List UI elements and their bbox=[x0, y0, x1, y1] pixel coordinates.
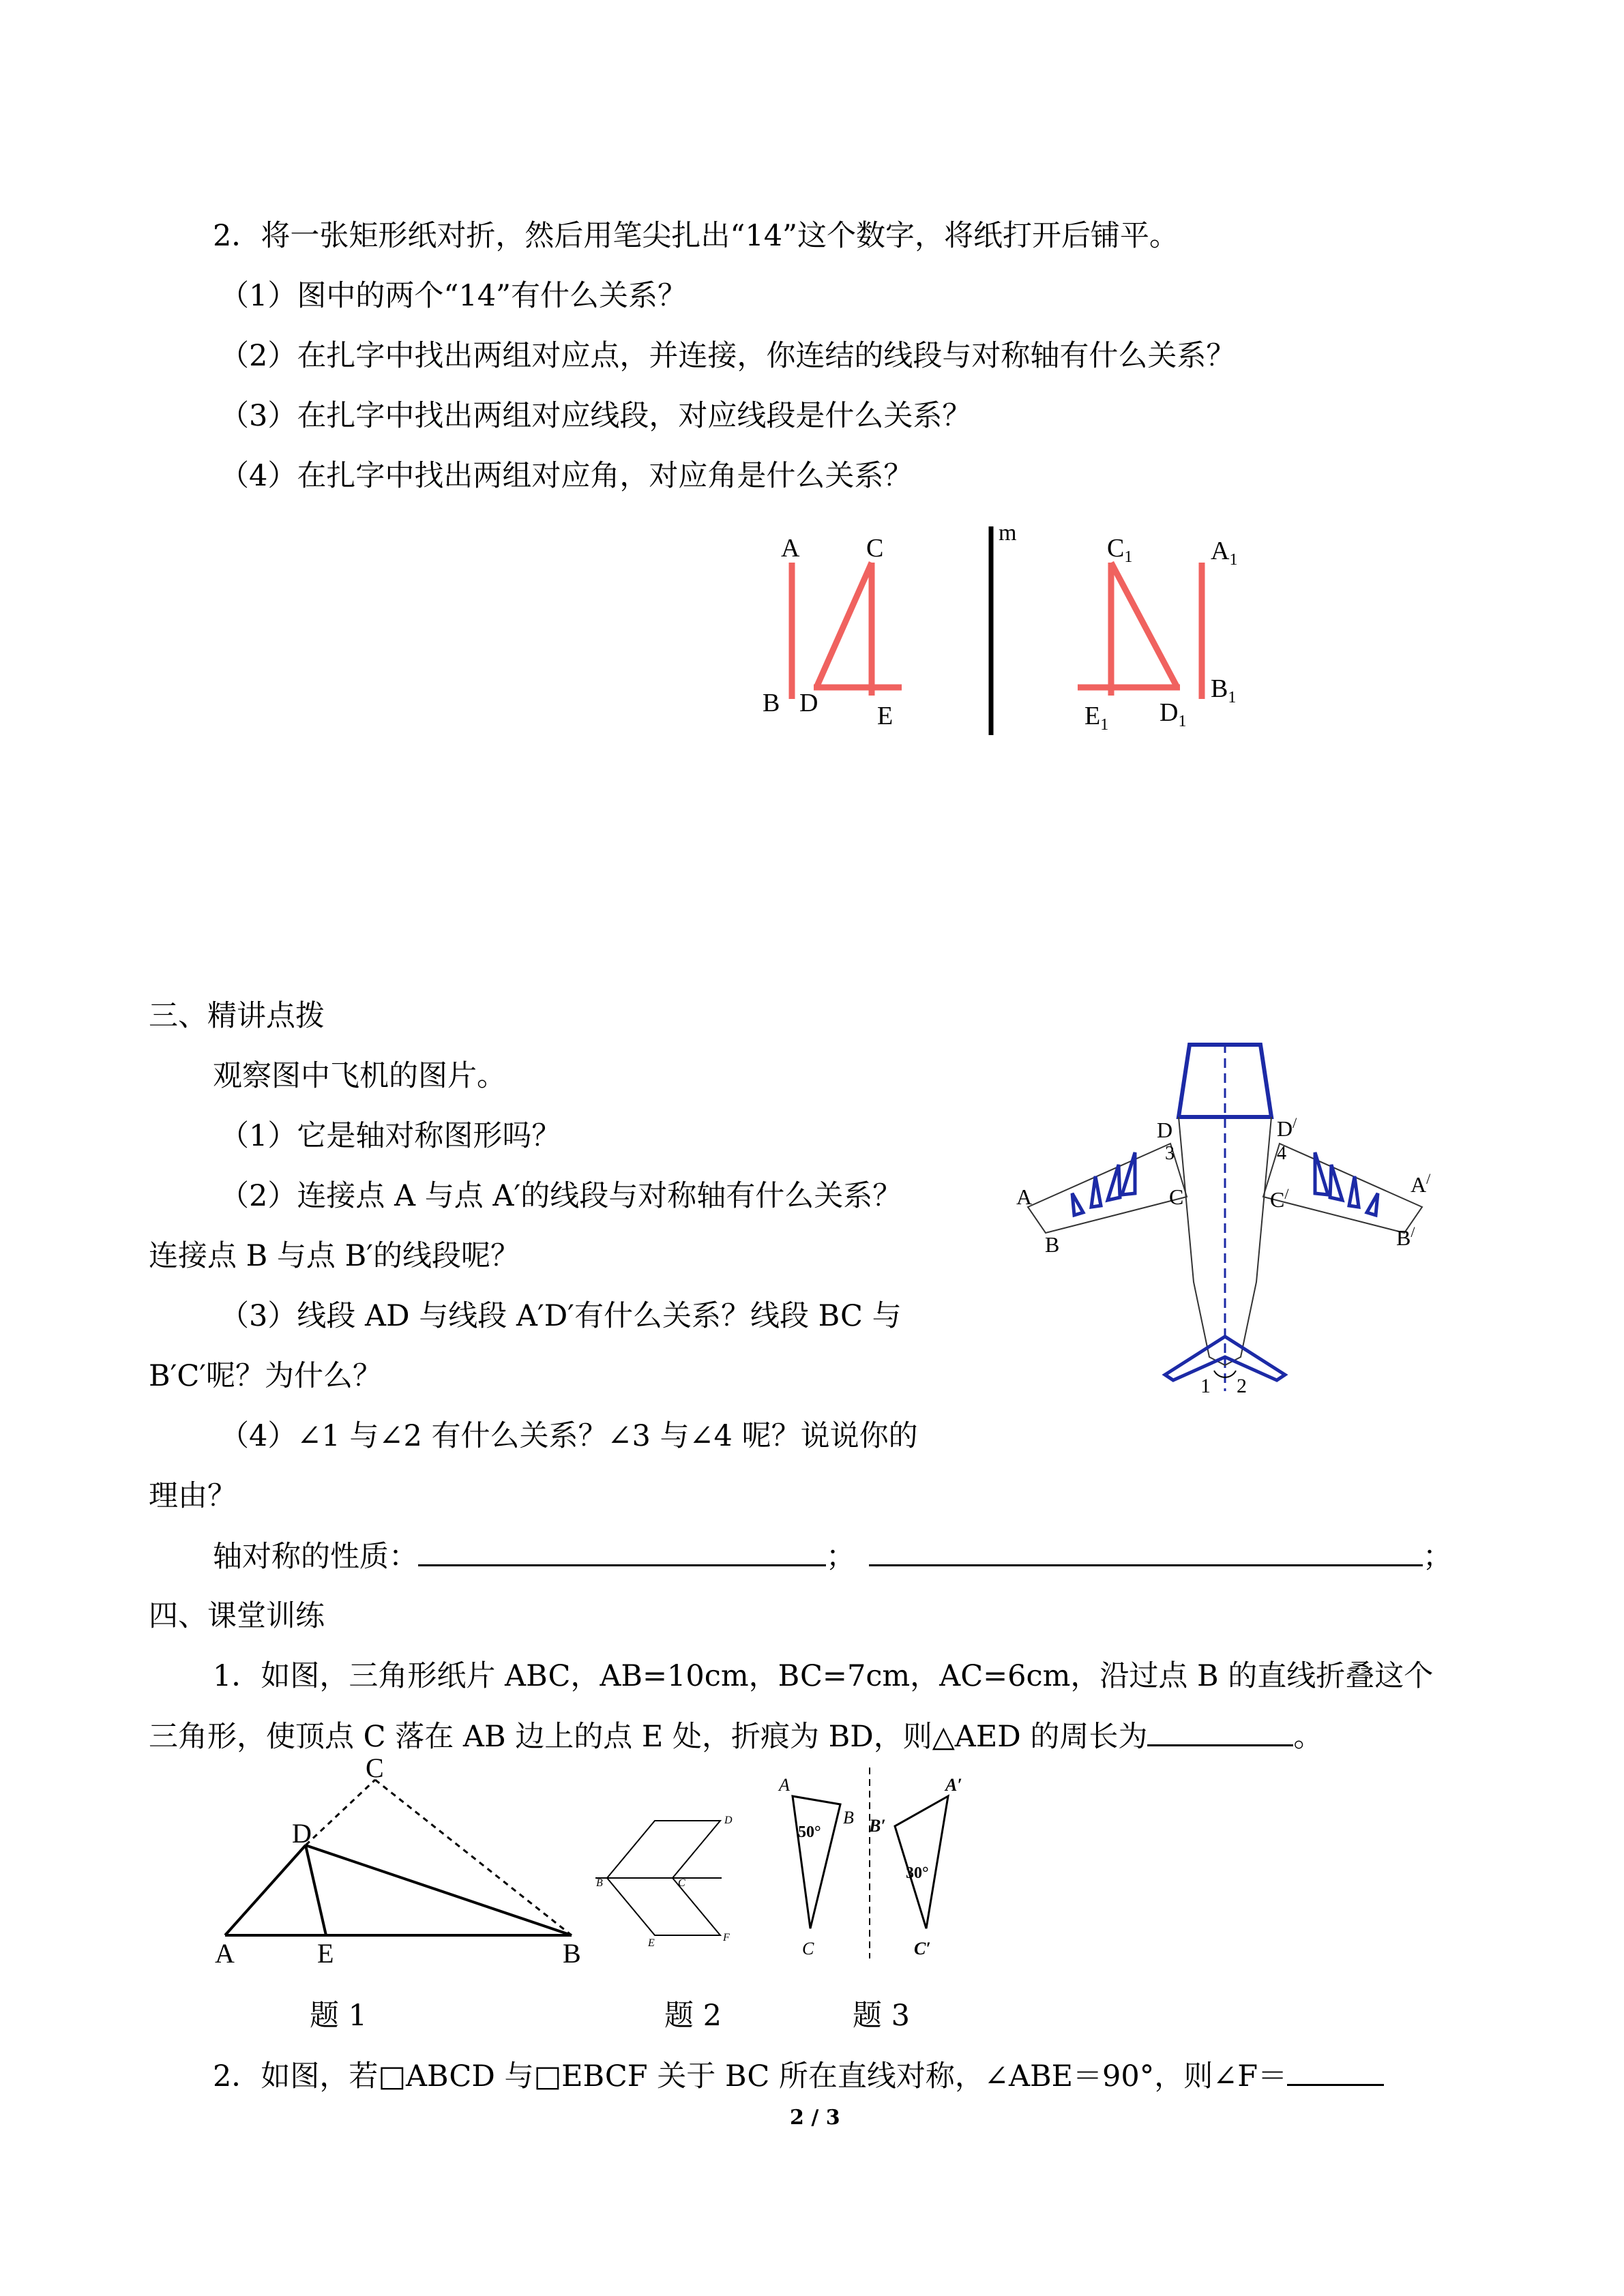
parallelogram-ABCD bbox=[607, 1821, 720, 1878]
section2-question-1: （1）图中的两个“14”有什么关系？ bbox=[220, 279, 688, 313]
problem-1-line-a: 1．如图，三角形纸片 ABC，AB=10cm，BC=7cm，AC=6cm，沿过点 B 的直线折叠这个 bbox=[213, 1659, 1434, 1693]
section3-question-4a: （4）∠1 与∠2 有什么关系？∠3 与∠4 呢？说说你的 bbox=[220, 1419, 918, 1453]
property-sep-1: ； bbox=[826, 1540, 855, 1574]
label-B1: $B_1$ bbox=[1211, 674, 1237, 706]
t3-label-Ap: A′ bbox=[945, 1775, 962, 1795]
section3-question-2a: （2）连接点 A 与点 A′的线段与对称轴有什么关系？ bbox=[220, 1179, 902, 1213]
t3-label-Bp: B′ bbox=[869, 1816, 886, 1836]
fig-problem-2 bbox=[592, 1807, 742, 1950]
fig-fourteen bbox=[750, 518, 1282, 750]
caption-problem-3: 题 3 bbox=[853, 1999, 911, 2033]
section3-question-3a: （3）线段 AD 与线段 A′D′有什么关系？线段 BC 与 bbox=[220, 1299, 902, 1333]
plane-label-Cp: C/ bbox=[1270, 1185, 1289, 1212]
section2-intro: 2．将一张矩形纸对折，然后用笔尖扎出“14”这个数字，将纸打开后铺平。 bbox=[213, 219, 1179, 253]
property-sep-2: ； bbox=[1423, 1540, 1452, 1574]
t1-label-D: D bbox=[292, 1818, 312, 1849]
property-label: 轴对称的性质： bbox=[213, 1540, 418, 1574]
label-C1: $C_1$ bbox=[1107, 534, 1133, 566]
property-line bbox=[213, 1537, 1452, 1576]
section2-question-4: （4）在扎字中找出两组对应角，对应角是什么关系？ bbox=[220, 459, 913, 493]
problem-1-end: 。 bbox=[1293, 1720, 1323, 1754]
triangle-ApBpCp bbox=[895, 1796, 948, 1928]
segment-DE bbox=[306, 1845, 326, 1935]
t3-angle-30: 30° bbox=[906, 1864, 929, 1882]
label-E: E bbox=[877, 702, 894, 730]
section3-heading: 三、精讲点拨 bbox=[149, 999, 325, 1033]
plane-label-Dp: D/ bbox=[1277, 1114, 1297, 1141]
section3-observe: 观察图中飞机的图片。 bbox=[213, 1059, 506, 1093]
segment-CB-dashed bbox=[375, 1780, 572, 1935]
section3-question-4b: 理由？ bbox=[149, 1479, 237, 1513]
fig-problem-1 bbox=[205, 1753, 600, 1971]
segment-DB bbox=[306, 1845, 572, 1935]
problem-2-text: 2．如图，若□ABCD 与□EBCF 关于 BC 所在直线对称，∠ABE＝90°，则∠F＝ bbox=[213, 2059, 1288, 2093]
fig-problem-3 bbox=[769, 1766, 1001, 1964]
property-blank-2[interactable] bbox=[869, 1537, 1423, 1566]
t2-label-D: D bbox=[724, 1815, 733, 1826]
label-A1: $A_1$ bbox=[1211, 537, 1238, 569]
t1-label-B: B bbox=[563, 1938, 581, 1969]
t2-label-E: E bbox=[648, 1937, 655, 1949]
t2-label-C: C bbox=[678, 1877, 685, 1889]
t1-label-C: C bbox=[366, 1753, 384, 1783]
fourteen-mirror bbox=[1078, 563, 1202, 699]
section3-question-1: （1）它是轴对称图形吗？ bbox=[220, 1119, 561, 1153]
t3-label-A: A bbox=[779, 1775, 790, 1795]
t2-label-F: F bbox=[723, 1932, 730, 1943]
plane-label-1: 1 bbox=[1200, 1375, 1211, 1397]
section3-question-2b: 连接点 B 与点 B′的线段呢？ bbox=[149, 1239, 520, 1273]
label-A: A bbox=[781, 534, 800, 563]
t3-label-Cp: C′ bbox=[914, 1939, 931, 1958]
section2-question-3: （3）在扎字中找出两组对应线段，对应线段是什么关系？ bbox=[220, 399, 972, 433]
caption-problem-1: 题 1 bbox=[310, 1999, 368, 2033]
plane-label-B: B bbox=[1045, 1232, 1060, 1257]
t3-label-B: B bbox=[843, 1808, 854, 1828]
plane-label-Ap: A/ bbox=[1411, 1170, 1431, 1197]
plane-label-Bp: B/ bbox=[1396, 1223, 1415, 1250]
segment-DC-dashed bbox=[306, 1780, 375, 1845]
segment-CD bbox=[816, 563, 872, 687]
problem-1-text: 三角形，使顶点 C 落在 AB 边上的点 E 处，折痕为 BD，则△AED 的周长为 bbox=[149, 1720, 1148, 1754]
fig-airplane bbox=[1016, 1037, 1453, 1405]
t1-label-A: A bbox=[215, 1938, 235, 1969]
problem-2-blank[interactable] bbox=[1287, 2057, 1384, 2086]
plane-label-4: 4 bbox=[1277, 1143, 1286, 1164]
plane-label-3: 3 bbox=[1165, 1143, 1175, 1164]
problem-2-line bbox=[213, 2057, 1384, 2096]
segment-C1D1 bbox=[1111, 563, 1177, 687]
problem-1-blank[interactable] bbox=[1147, 1717, 1293, 1746]
label-B: B bbox=[763, 689, 780, 717]
label-D1: $D_1$ bbox=[1160, 698, 1187, 730]
plane-label-C: C bbox=[1169, 1184, 1184, 1209]
label-E1: $E_1$ bbox=[1084, 702, 1109, 734]
plane-label-D: D bbox=[1157, 1118, 1173, 1142]
plane-label-2: 2 bbox=[1237, 1375, 1247, 1397]
page-number: 2 / 3 bbox=[790, 2106, 840, 2130]
section3-question-3b: B′C′呢？为什么？ bbox=[149, 1359, 383, 1393]
caption-problem-2: 题 2 bbox=[664, 1999, 722, 2033]
label-C: C bbox=[866, 534, 884, 563]
label-D: D bbox=[799, 689, 818, 717]
section4-heading: 四、课堂训练 bbox=[149, 1599, 325, 1633]
segment-AD bbox=[225, 1845, 306, 1935]
t2-label-B: B bbox=[596, 1877, 603, 1889]
triangle-ABC bbox=[793, 1796, 840, 1928]
t3-angle-50: 50° bbox=[798, 1823, 821, 1841]
label-m: m bbox=[999, 520, 1017, 546]
fourteen-original bbox=[792, 563, 902, 699]
plane-label-A: A bbox=[1016, 1184, 1033, 1209]
section2-question-2: （2）在扎字中找出两组对应点，并连接，你连结的线段与对称轴有什么关系？ bbox=[220, 339, 1236, 373]
property-blank-1[interactable] bbox=[418, 1537, 826, 1566]
t1-label-E: E bbox=[317, 1938, 334, 1969]
t3-label-C: C bbox=[802, 1939, 814, 1958]
problem-1-line-b bbox=[149, 1717, 1323, 1756]
parallelogram-EBCF bbox=[607, 1878, 720, 1935]
plane-left-wing bbox=[1028, 1144, 1187, 1233]
